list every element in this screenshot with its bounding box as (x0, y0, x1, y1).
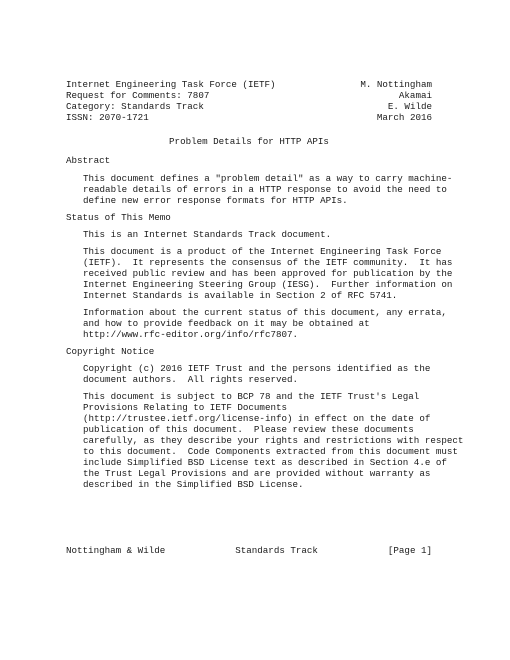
header-right: E. Wilde (387, 101, 432, 112)
copyright-line: the Trust Legal Provisions and are provided without warranty as (83, 468, 431, 479)
copyright-line: Copyright (c) 2016 IETF Trust and the persons identified as the (83, 363, 431, 374)
status-line: Internet Engineering Steering Group (IESG). Further information on (83, 279, 453, 290)
header-row (66, 90, 432, 101)
abstract-line: define new error response formats for HTTP APIs. (83, 195, 348, 206)
header-row (66, 101, 432, 112)
status-line: Information about the current status of this document, any errata, (83, 307, 447, 318)
status-line: Internet Standards is available in Section 2 of RFC 5741. (83, 290, 398, 301)
abstract-line: readable details of errors in a HTTP response to avoid the need to (83, 184, 447, 195)
header-left: Category: Standards Track (66, 101, 204, 112)
copyright-link[interactable]: (http://trustee.ietf.org/license-info) in effect on the date of (83, 413, 431, 424)
abstract-line: This document defines a "problem detail" as a way to carry machine- (83, 173, 453, 184)
status-line: received public review and has been approved for publication by the (83, 268, 453, 279)
header-left: ISSN: 2070-1721 (66, 112, 149, 123)
status-line: This document is a product of the Internet Engineering Task Force (83, 246, 442, 257)
status-line: This is an Internet Standards Track document. (83, 229, 332, 240)
copyright-line: to this document. Code Components extracted from this document must (83, 446, 458, 457)
header-right: M. Nottingham (360, 79, 432, 90)
header-left: Request for Comments: 7807 (66, 90, 210, 101)
status-line: (IETF). It represents the consensus of the IETF community. It has (83, 257, 453, 268)
header-row (66, 79, 432, 90)
page-footer (66, 545, 432, 556)
status-heading: Status of This Memo (66, 212, 171, 223)
footer-authors: Nottingham & Wilde (66, 545, 166, 556)
copyright-line: carefully, as they describe your rights and restrictions with respect (83, 435, 464, 446)
header-right: March 2016 (376, 112, 432, 123)
copyright-heading: Copyright Notice (66, 346, 155, 357)
copyright-line: This document is subject to BCP 78 and the IETF Trust's Legal (83, 391, 420, 402)
copyright-line: described in the Simplified BSD License. (83, 479, 304, 490)
copyright-line: Provisions Relating to IETF Documents (83, 402, 287, 413)
footer-page-number: [Page 1] (387, 545, 432, 556)
footer-category: Standards Track (235, 545, 318, 556)
header-row (66, 112, 432, 123)
abstract-heading: Abstract (66, 155, 111, 166)
status-link[interactable]: http://www.rfc-editor.org/info/rfc7807. (83, 329, 299, 340)
copyright-line: publication of this document. Please review these documents (83, 424, 414, 435)
header-right: Akamai (398, 90, 432, 101)
copyright-line: document authors. All rights reserved. (83, 374, 299, 385)
copyright-line: include Simplified BSD License text as described in Section 4.e of (83, 457, 447, 468)
document-title: Problem Details for HTTP APIs (169, 136, 329, 147)
header-left: Internet Engineering Task Force (IETF) (66, 79, 276, 90)
status-line: and how to provide feedback on it may be obtained at (83, 318, 370, 329)
